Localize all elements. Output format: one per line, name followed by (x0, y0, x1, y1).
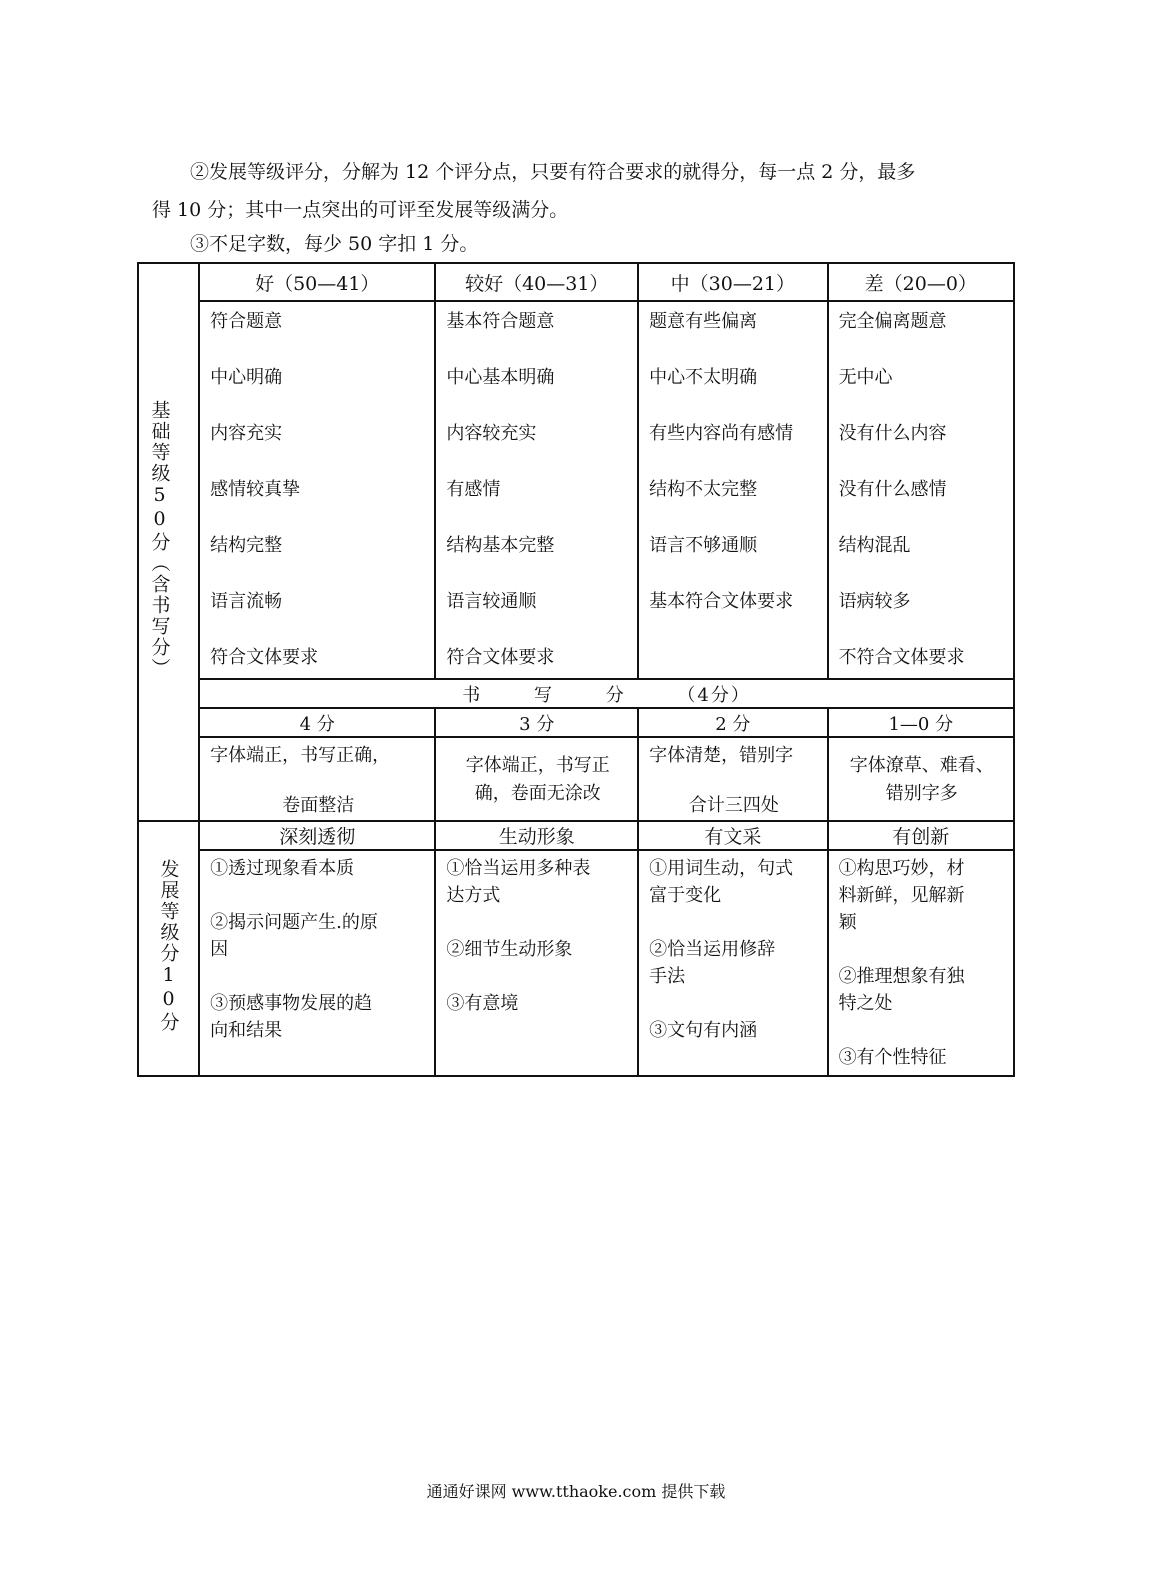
dev-items-innovation (828, 850, 1014, 1076)
dev-header: 有文采 (638, 821, 827, 850)
dev-item-line: ③有个性特征 (838, 1047, 947, 1068)
dev-item-line: ①用词生动，句式 (649, 858, 794, 879)
writing-score: 2 分 (638, 708, 827, 737)
grade-header: 差（20—0） (828, 263, 1014, 301)
grade-item: 结构完整 (210, 535, 283, 556)
writing-desc-line: 确，卷面无涂改 (474, 783, 601, 804)
grade-item: 不符合文体要求 (838, 647, 965, 668)
paragraph-1: ②发展等级评分，分解为 12 个评分点，只要有符合要求的就得分，每一点 2 分，最多 (190, 161, 916, 183)
scoring-table (137, 262, 1015, 1077)
dev-item-line: 料新鲜，见解新 (838, 885, 965, 906)
writing-desc-2 (638, 737, 827, 821)
grade-item: 中心明确 (210, 367, 283, 388)
grade-item: 有些内容尚有感情 (649, 423, 794, 444)
dev-item-line: ①构思巧妙，材 (838, 858, 965, 879)
dev-item-line: 颖 (838, 912, 857, 933)
grade-item: 语言流畅 (210, 591, 283, 612)
writing-desc-line: 字体端正，书写正确， (210, 745, 391, 766)
grade-item: 完全偏离题意 (838, 311, 947, 332)
writing-desc-1-0 (828, 737, 1014, 821)
writing-title-char: 写 (533, 684, 554, 706)
grade-item: 有感情 (446, 479, 501, 500)
dev-item-line: ①恰当运用多种表 (446, 858, 591, 879)
grade-items-medium (638, 301, 827, 679)
grade-item: 结构基本完整 (446, 535, 555, 556)
grade-item: 题意有些偏离 (649, 311, 758, 332)
grade-item: 符合题意 (210, 311, 283, 332)
dev-item-line: 达方式 (446, 885, 501, 906)
dev-item-line: ③有意境 (446, 993, 519, 1014)
grade-item: 符合文体要求 (210, 647, 319, 668)
writing-desc-line: 卷面整洁 (282, 795, 355, 816)
writing-score-title (199, 679, 1014, 708)
grade-item: 内容充实 (210, 423, 283, 444)
dev-item-line: 向和结果 (210, 1020, 283, 1041)
writing-desc-line: 字体清楚，错别字 (649, 745, 794, 766)
grade-item: 内容较充实 (446, 423, 537, 444)
grade-items-fair (435, 301, 638, 679)
writing-desc-3 (435, 737, 638, 821)
writing-desc-line: 错别字多 (885, 783, 958, 804)
footer-credit: 通通好课网 www.tthaoke.com 提供下载 (426, 1482, 726, 1501)
dev-items-vivid (435, 850, 638, 1076)
dev-item-line: ②细节生动形象 (446, 939, 573, 960)
writing-title-char: 分 (605, 684, 626, 706)
dev-item-line: ①透过现象看本质 (210, 858, 355, 879)
dev-item-line: ②恰当运用修辞 (649, 939, 776, 960)
grade-item: 中心不太明确 (649, 367, 758, 388)
dev-items-depth (199, 850, 435, 1076)
grade-item: 语言不够通顺 (649, 535, 758, 556)
grade-items-poor (828, 301, 1014, 679)
dev-item-line: 富于变化 (649, 885, 722, 906)
writing-score: 3 分 (435, 708, 638, 737)
paragraph-2: 得 10 分；其中一点突出的可评至发展等级满分。 (152, 199, 569, 221)
dev-header: 生动形象 (435, 821, 638, 850)
dev-item-line: 特之处 (838, 993, 893, 1014)
dev-header: 深刻透彻 (199, 821, 435, 850)
grade-item: 基本符合文体要求 (649, 591, 794, 612)
grade-item: 语病较多 (838, 591, 911, 612)
grade-item: 中心基本明确 (446, 367, 555, 388)
writing-title-points: （4分） (677, 684, 751, 706)
dev-level-label-cell (138, 821, 199, 1076)
dev-item-line: 因 (210, 939, 229, 960)
grade-item: 没有什么感情 (838, 479, 947, 500)
grade-header: 较好（40—31） (435, 263, 638, 301)
dev-item-line: ②推理想象有独 (838, 966, 965, 987)
grade-item: 没有什么内容 (838, 423, 947, 444)
dev-item-line: 手法 (649, 966, 686, 987)
dev-item-line: ③预感事物发展的趋 (210, 993, 373, 1014)
grade-item: 结构混乱 (838, 535, 911, 556)
grade-item: 结构不太完整 (649, 479, 758, 500)
writing-desc-line: 字体端正，书写正 (465, 755, 610, 776)
basic-level-label: 基础等级50分（含书写分） (148, 400, 171, 679)
grade-item: 基本符合题意 (446, 311, 555, 332)
dev-header: 有创新 (828, 821, 1014, 850)
grade-header: 中（30—21） (638, 263, 827, 301)
writing-score: 1—0 分 (828, 708, 1014, 737)
grade-items-good (199, 301, 435, 679)
grade-header: 好（50—41） (199, 263, 435, 301)
dev-level-label: 发展等级分10分 (157, 859, 180, 1033)
writing-desc-line: 字体潦草、难看、 (849, 755, 994, 776)
writing-desc-4 (199, 737, 435, 821)
dev-items-literary (638, 850, 827, 1076)
writing-title-char: 书 (462, 684, 483, 706)
grade-item (649, 644, 818, 678)
paragraph-3: ③不足字数，每少 50 字扣 1 分。 (190, 233, 479, 255)
dev-item-line: ②揭示问题产生.的原 (210, 912, 378, 933)
writing-score: 4 分 (199, 708, 435, 737)
grade-item: 语言较通顺 (446, 591, 537, 612)
writing-desc-line: 合计三四处 (688, 795, 779, 816)
basic-level-label-cell (138, 263, 199, 821)
grade-item: 无中心 (838, 367, 893, 388)
grade-item: 感情较真挚 (210, 479, 301, 500)
dev-item-line: ③文句有内涵 (649, 1020, 758, 1041)
grade-item: 符合文体要求 (446, 647, 555, 668)
